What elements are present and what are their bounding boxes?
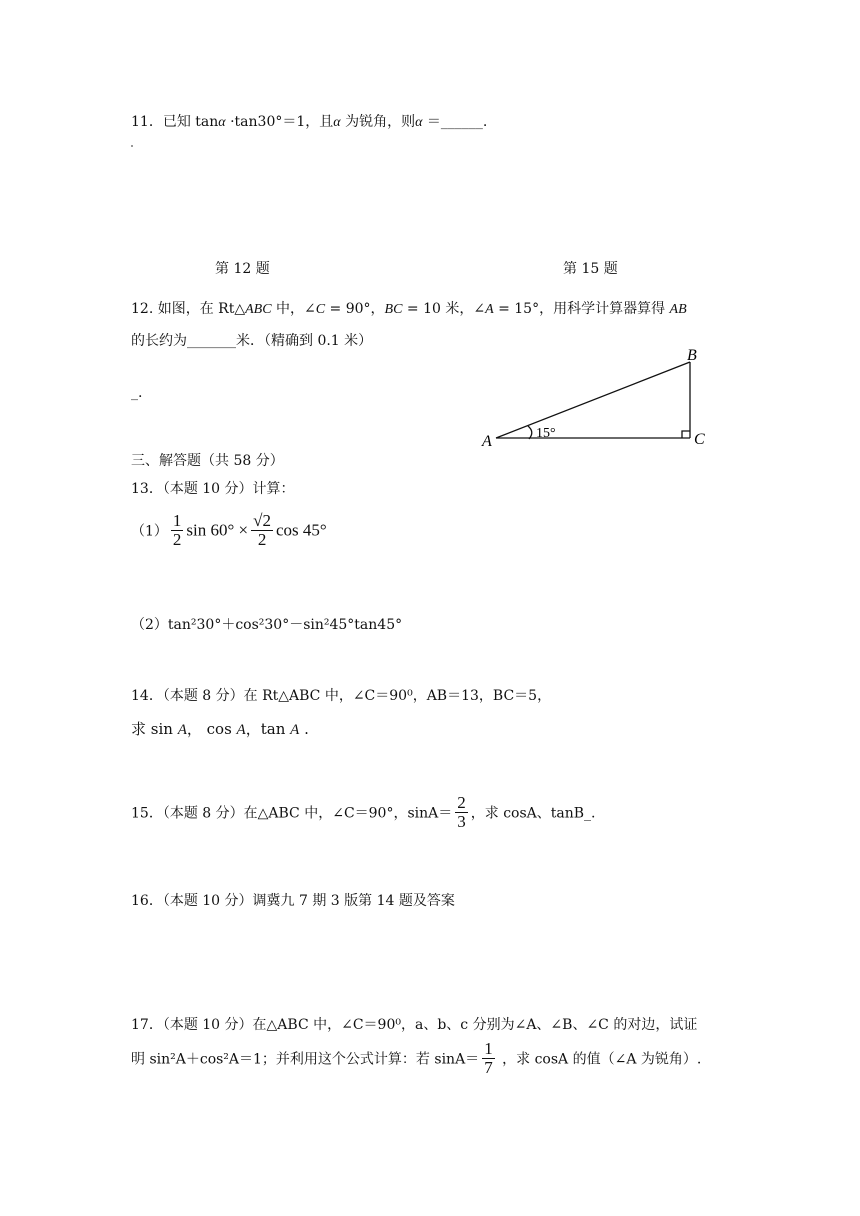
stray-mark: _. (131, 385, 143, 401)
fraction-one-half (171, 512, 184, 549)
vertex-c: C (315, 302, 326, 317)
question-12-line2: 的长约为_______米．（精确到 0.1 米） (131, 333, 373, 349)
q14-text: ， cos (186, 720, 237, 738)
question-13-head: 13．（本题 10 分）计算： (131, 481, 295, 497)
angle-label: 15° (536, 426, 556, 441)
q15-text: 15．（本题 8 分）在△ABC 中，∠C＝90°，sinA＝ (131, 805, 453, 822)
label-c: C (694, 431, 705, 448)
question-11 (131, 112, 487, 133)
denominator: 2 (172, 530, 182, 549)
denominator: 2 (251, 530, 273, 549)
alpha-symbol: α (333, 115, 341, 130)
var-a: A (236, 722, 246, 738)
triangle-figure (478, 344, 718, 452)
q14-text: . (299, 720, 309, 738)
numerator: 1 (484, 1039, 493, 1058)
side-ab-line (496, 362, 690, 438)
q12-text: = 10 米，∠ (402, 301, 486, 317)
question-14-line2 (131, 719, 309, 740)
vertex-a: A (485, 302, 494, 317)
q12-text: 12. 如图，在 Rt△ (131, 301, 246, 317)
question-16: 16．（本题 10 分）调冀九 7 期 3 版第 14 题及答案 (131, 893, 455, 909)
question-15 (131, 794, 596, 831)
angle-arc (528, 426, 532, 439)
section-heading: 三、解答题（共 58 分） (131, 453, 284, 469)
q12-text: = 15°，用科学计算器算得 (493, 301, 670, 317)
side-ab: AB (669, 302, 687, 317)
q11-text-pre: 已知 tan (162, 114, 219, 130)
numerator: √2 (253, 511, 271, 530)
q17-text: 明 sin²A＋cos²A＝1；并利用这个公式计算：若 sinA＝ (131, 1051, 480, 1068)
var-a: A (290, 722, 300, 738)
question-12-line1 (131, 299, 687, 320)
sin-term: sin 60° × (186, 520, 249, 540)
var-a: A (177, 722, 187, 738)
numerator: 2 (457, 793, 466, 812)
fraction-two-thirds (455, 794, 468, 831)
stray-dot (131, 145, 133, 147)
q12-text: = 90°， (325, 301, 385, 317)
alpha-symbol: α (415, 115, 423, 130)
right-angle-mark (682, 431, 690, 438)
caption-fig-12: 第 12 题 (215, 261, 270, 277)
q17-text: ，求 cosA 的值（∠A 为锐角）. (497, 1051, 702, 1068)
caption-fig-15: 第 15 题 (563, 261, 618, 277)
q15-text: ，求 cosA、tanB_. (470, 805, 596, 822)
label-b: B (687, 347, 697, 364)
q11-answer-blank: ＝______. (422, 114, 488, 130)
fraction-root2-over-2 (251, 512, 273, 549)
q12-text: 中，∠ (271, 301, 316, 317)
q11-number: 11． (131, 114, 163, 130)
q11-text-mid2: 为锐角，则 (340, 114, 416, 130)
fraction-one-seventh (482, 1040, 495, 1077)
label-a: A (482, 433, 492, 450)
question-14-line1: 14．（本题 8 分）在 Rt△ABC 中，∠C＝90⁰，AB＝13，BC＝5， (131, 688, 552, 704)
side-bc: BC (384, 302, 403, 317)
cos-term: cos 45° (276, 520, 327, 540)
q11-text-mid: ·tan30°＝1，且 (225, 114, 334, 130)
q14-text: 求 sin (131, 720, 178, 738)
question-17-line2 (131, 1040, 701, 1077)
q14-text: ，tan (245, 720, 291, 738)
question-13-part-2: （2）tan²30°＋cos²30°－sin²45°tan45° (131, 617, 403, 633)
triangle-abc: ABC (245, 302, 272, 317)
numerator: 1 (172, 511, 182, 530)
alpha-symbol: α (218, 115, 226, 130)
denominator: 3 (457, 812, 466, 831)
question-13-part-1 (131, 512, 327, 549)
q13-part-label: （1） (131, 523, 168, 540)
triangle-lines (496, 362, 690, 439)
denominator: 7 (484, 1058, 493, 1077)
question-17-line1: 17．（本题 10 分）在△ABC 中，∠C＝90⁰，a、b、c 分别为∠A、∠B、∠C 的对边，试证 (131, 1017, 698, 1033)
